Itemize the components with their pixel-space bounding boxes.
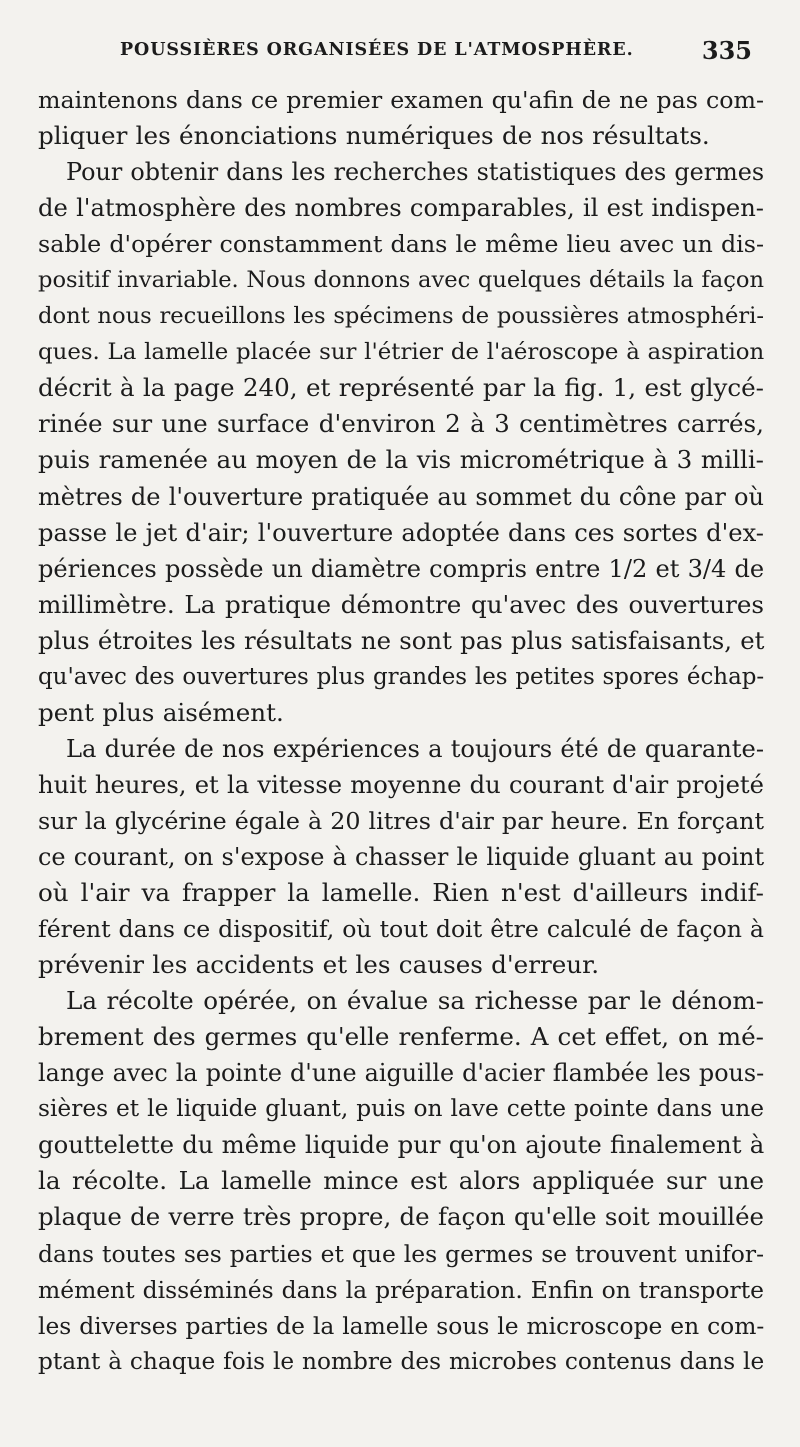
body-text: [38, 82, 764, 1380]
text-line: pent plus aisément.: [38, 697, 284, 727]
text-line: ce courant, on s'expose à chasser le liquide gluant au point: [38, 842, 765, 871]
text-line: décrit à la page 240, et représenté par la fig. 1, est glycé-: [38, 373, 764, 403]
paragraph-2: [38, 154, 764, 731]
text-line: gouttelette du même liquide pur qu'on ajoute finalement à: [38, 1130, 765, 1160]
text-line: de l'atmosphère des nombres comparables, il est indispen-: [38, 194, 764, 223]
text-line: mément disséminés dans la préparation. Enfin on transporte: [38, 1275, 764, 1304]
text-line: brement des germes qu'elle renferme. A cet effet, on mé-: [38, 1022, 764, 1052]
text-line: plus étroites les résultats ne sont pas plus satisfaisants, et: [38, 625, 765, 655]
text-line: La récolte opérée, on évalue sa richesse par le dénom-: [66, 986, 764, 1016]
text-line: millimètre. La pratique démontre qu'avec des ouvertures: [38, 589, 764, 619]
text-line: Pour obtenir dans les recherches statistiques des germes: [66, 158, 765, 187]
page-number: 335: [701, 36, 752, 65]
paragraph-1: [38, 82, 764, 154]
text-line: lange avec la pointe d'une aiguille d'acier flambée les pous-: [38, 1059, 765, 1088]
page-header: [38, 36, 760, 68]
text-line: huit heures, et la vitesse moyenne du courant d'air projeté: [38, 770, 764, 799]
text-line: où l'air va frapper la lamelle. Rien n'est d'ailleurs indif-: [38, 878, 764, 908]
text-line: La durée de nos expériences a toujours été de quarante-: [66, 734, 764, 763]
text-line: qu'avec des ouvertures plus grandes les petites spores échap-: [38, 663, 765, 690]
text-line: sable d'opérer constamment dans le même lieu avec un dis-: [38, 230, 764, 259]
text-line: passe le jet d'air; l'ouverture adoptée dans ces sortes d'ex-: [38, 518, 764, 547]
text-line: dans toutes ses parties et que les germes se trouvent unifor-: [38, 1239, 764, 1268]
text-line: ques. La lamelle placée sur l'étrier de l'aéroscope à aspiration: [38, 339, 765, 366]
text-line: la récolte. La lamelle mince est alors appliquée sur une: [38, 1166, 764, 1196]
text-line: pliquer les énonciations numériques de nos résultats.: [38, 121, 710, 151]
text-line: férent dans ce dispositif, où tout doit être calculé de façon à: [38, 915, 764, 944]
text-line: sur la glycérine égale à 20 litres d'air par heure. En forçant: [38, 806, 764, 835]
text-line: prévenir les accidents et les causes d'erreur.: [38, 950, 600, 980]
text-line: sières et le liquide gluant, puis on lave cette pointe dans une: [38, 1095, 764, 1123]
text-line: plaque de verre très propre, de façon qu'elle soit mouillée: [38, 1202, 764, 1232]
paragraph-4: [38, 983, 764, 1380]
paragraph-3: [38, 731, 764, 983]
text-line: dont nous recueillons les spécimens de poussières atmosphéri-: [38, 303, 764, 330]
text-line: maintenons dans ce premier examen qu'afin de ne pas com-: [38, 86, 764, 114]
text-line: puis ramenée au moyen de la vis micrométrique à 3 milli-: [38, 445, 764, 475]
text-line: périences possède un diamètre compris entre 1/2 et 3/4 de: [38, 554, 765, 583]
text-line: rinée sur une surface d'environ 2 à 3 centimètres carrés,: [38, 409, 764, 439]
text-line: positif invariable. Nous donnons avec quelques détails la façon: [38, 267, 764, 294]
running-title: POUSSIÈRES ORGANISÉES DE L'ATMOSPHÈRE.: [120, 40, 634, 60]
text-line: mètres de l'ouverture pratiquée au sommet du cône par où: [38, 482, 764, 511]
text-line: les diverses parties de la lamelle sous le microscope en com-: [38, 1311, 765, 1340]
text-line: ptant à chaque fois le nombre des microbes contenus dans le: [38, 1347, 765, 1375]
